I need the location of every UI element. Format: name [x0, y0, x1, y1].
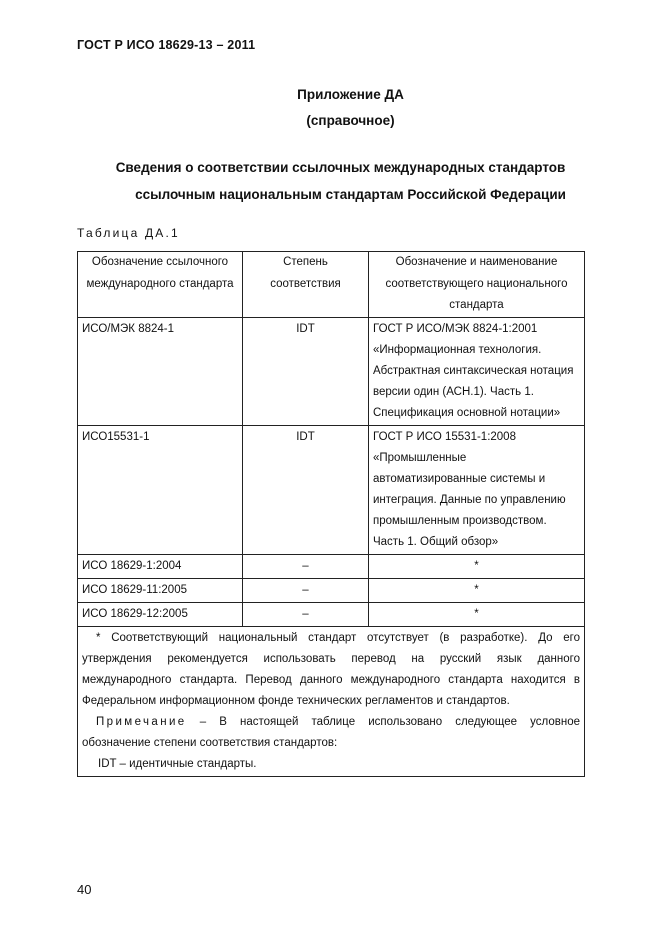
header-degree: Степень соответствия	[243, 252, 369, 318]
cell-national-standard: *	[369, 578, 585, 602]
cell-intl-standard: ИСО 18629-12:2005	[78, 602, 243, 626]
cell-national-standard: *	[369, 554, 585, 578]
note-paragraph	[82, 712, 580, 754]
appendix-subtitle: (справочное)	[306, 113, 395, 128]
footnote-text: * Соответствующий национальный стандарт отсутствует (в разработке). До его утверждения рекомендуется использовать перевод на русский язык данного международного стандарта. Перевод данного международного стандарта находится в Федеральном информационном фонде технических регламентов и стандартов.	[82, 631, 580, 707]
cell-degree: –	[243, 578, 369, 602]
appendix-title: Приложение ДА	[297, 87, 404, 102]
cell-national-standard: ГОСТ Р ИСО/МЭК 8824-1:2001 «Информационная технология. Абстрактная синтаксическая нотация версии один (АСН.1). Часть 1. Спецификация основной нотации»	[369, 317, 585, 425]
cell-degree: IDT	[243, 425, 369, 554]
cell-national-standard: ГОСТ Р ИСО 15531-1:2008 «Промышленные автоматизированные системы и интеграция. Данные по управлению промышленным производством. Часть 1. Общий обзор»	[369, 425, 585, 554]
cell-degree: –	[243, 554, 369, 578]
section-title-line-1: Сведения о соответствии ссылочных международных стандартов	[115, 160, 566, 175]
header-national-standard: Обозначение и наименование соответствующего национального стандарта	[369, 252, 585, 318]
cell-intl-standard: ИСО 18629-1:2004	[78, 554, 243, 578]
document-header: ГОСТ Р ИСО 18629-13 – 2011	[77, 38, 256, 52]
footnote-cell	[78, 626, 585, 776]
cell-intl-standard: ИСО/МЭК 8824-1	[78, 317, 243, 425]
note-label: Примечание	[96, 715, 187, 728]
table-row	[78, 602, 585, 626]
page-number: 40	[77, 882, 92, 897]
cell-degree: –	[243, 602, 369, 626]
section-title-line-2: ссылочным национальным стандартам Российской Федерации	[135, 187, 566, 202]
note-text: – В настоящей таблице использовано следующее условное обозначение степени соответствия стандартов:	[82, 715, 580, 749]
cell-intl-standard: ИСО15531-1	[78, 425, 243, 554]
standards-table	[77, 251, 585, 777]
table-row	[78, 554, 585, 578]
table-row	[78, 425, 585, 554]
table-footnote-row	[78, 626, 585, 776]
cell-national-standard: *	[369, 602, 585, 626]
table-row	[78, 317, 585, 425]
table-row	[78, 578, 585, 602]
idt-legend: IDT – идентичные стандарты.	[98, 757, 257, 770]
table-caption: Таблица ДА.1	[77, 226, 180, 240]
header-intl-standard: Обозначение ссылочного международного стандарта	[78, 252, 243, 318]
cell-degree: IDT	[243, 317, 369, 425]
table-header-row	[78, 252, 585, 318]
cell-intl-standard: ИСО 18629-11:2005	[78, 578, 243, 602]
